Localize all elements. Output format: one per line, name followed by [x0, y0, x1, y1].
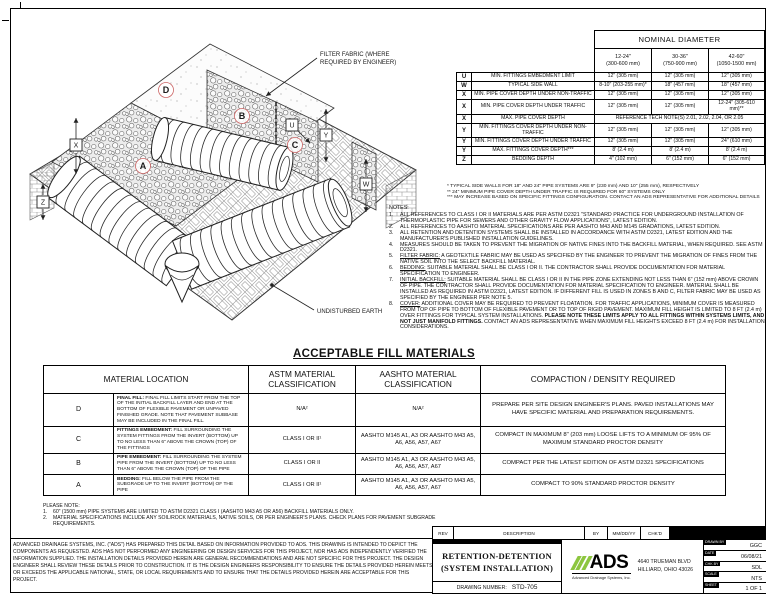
column-mm: (750-900 mm): [663, 60, 697, 67]
astm-cell: CLASS I OR II¹: [249, 426, 356, 453]
ads-logo-subtext: Advanced Drainage Systems, Inc.: [572, 574, 631, 580]
dim-y: Y: [323, 132, 329, 140]
info-row: [704, 540, 766, 551]
value-cell: 18" (457 mm): [652, 82, 709, 91]
dim-w: W: [362, 181, 370, 189]
footnote: *** MAY INCREASE BASED ON SPECIFIC FITTINGS CONFIGURATION. CONTACT AN ADS REPRESENTATIVE FOR ADDITIONAL DETAILS: [447, 195, 760, 201]
value-cell: 12" (305 mm): [652, 73, 709, 82]
value-cell: 12" (305 mm): [595, 73, 652, 82]
table-row: [457, 123, 765, 138]
registration-tick: [2, 20, 9, 21]
info-label: DRAWN BY: [705, 540, 725, 544]
value-cell: 12" (305 mm): [595, 100, 652, 115]
zone-label-a: A: [139, 161, 147, 172]
aashto-cell: AASHTO M145 A1, A3 OR AASHTO M43 A5, A6, A56, A57, A67: [356, 475, 481, 496]
zone-label-c: C: [291, 140, 299, 151]
note-lead: BEDDING:: [400, 265, 426, 272]
note-lead: COVER:: [400, 300, 421, 307]
zone-cell: A: [44, 475, 114, 496]
astm-cell: N/A²: [249, 394, 356, 427]
registration-tick: [20, 2, 21, 9]
header-compaction: COMPACTION / DENSITY REQUIRED: [481, 366, 726, 394]
description-lead: PIPE EMBEDMENT:: [117, 455, 162, 461]
header-aashto: AASHTO MATERIAL CLASSIFICATION: [356, 366, 481, 394]
title-block-main: [433, 540, 766, 593]
row-label: MIN. PIPE COVER DEPTH UNDER NON-TRAFFIC: [472, 91, 595, 100]
header-astm: ASTM MATERIAL CLASSIFICATION: [249, 366, 356, 394]
row-symbol: W: [457, 82, 472, 91]
please-note-section: [43, 503, 473, 527]
description-text: FILL SURROUNDING THE SYSTEM PIPE FROM THE INVERT (BOTTOM) UP TO NO LESS THAN 6" ABOVE THE CROWN (TOP) OF THE PIPE: [117, 455, 242, 472]
note-number: 2.: [389, 223, 394, 230]
description-cell: [114, 453, 249, 474]
info-value: NTS: [751, 575, 762, 582]
note-item: [389, 302, 766, 332]
description-lead: BEDDING:: [117, 476, 141, 482]
column-header: [709, 49, 765, 73]
row-symbol: X: [457, 114, 472, 123]
description-cell: [114, 475, 249, 496]
value-cell: 12" (305 mm): [595, 138, 652, 147]
value-cell: 12" (305 mm): [709, 73, 765, 82]
table-row: [457, 147, 765, 156]
gravel-side-wall: [352, 142, 376, 210]
info-row: [704, 551, 766, 562]
drawing-title-box: [433, 540, 562, 593]
column-mm: (300-600 mm): [606, 60, 640, 67]
undisturbed-earth-callout: [270, 283, 382, 315]
note-item: [389, 278, 766, 302]
row-label: BEDDING DEPTH: [472, 156, 595, 165]
installation-isometric-drawing: [14, 12, 444, 342]
drawing-title-line1: RETENTION-DETENTION: [442, 550, 552, 561]
fill-table-row: [44, 426, 726, 453]
filter-fabric-label-line2: REQUIRED BY ENGINEER): [320, 60, 397, 66]
zone-cell: C: [44, 426, 114, 453]
row-symbol: X: [457, 100, 472, 115]
description-text: FILL SURROUNDING THE SYSTEM FITTINGS FROM THE INVERT (BOTTOM) UP TO NO LESS THAN 6" ABOVE THE CROWN (TOP) OF THE FITTINGS: [117, 428, 238, 451]
table-row: [457, 73, 765, 82]
value-cell: 12" (305 mm): [652, 91, 709, 100]
column-header: [595, 49, 652, 73]
value-cell: 6" (152 mm): [652, 156, 709, 165]
table-title: NOMINAL DIAMETER: [595, 31, 765, 49]
ads-logo-text: ADS: [589, 552, 629, 574]
dim-x: X: [73, 142, 79, 150]
fill-table-row: [44, 453, 726, 474]
drawing-number-label: DRAWING NUMBER:: [456, 584, 507, 591]
table-row: [457, 114, 765, 123]
note-body: MEASURES SHOULD BE TAKEN TO PREVENT THE MIGRATION OF NATIVE FINES INTO THE BACKFILL MATERIAL, WHEN REQUIRED. SEE ASTM D2321.: [400, 241, 763, 254]
column-size: 12-24": [615, 53, 631, 60]
revision-header-row: [433, 527, 766, 540]
revision-header-cell: DESCRIPTION: [454, 527, 585, 539]
table-row: [457, 82, 765, 91]
aashto-cell: AASHTO M145 A1, A3 OR AASHTO M43 A5, A6, A56, A57, A67: [356, 453, 481, 474]
drawing-title: [433, 544, 561, 581]
diameter-rows-lower: [457, 123, 765, 165]
description-lead: FITTINGS EMBEDMENT:: [117, 428, 173, 434]
value-cell: 18" (457 mm): [709, 82, 765, 91]
compaction-cell: COMPACT IN MAXIMUM 8" (203 mm) LOOSE LIFTS TO A MINIMUM OF 95% OF MAXIMUM STANDARD PROCTOR DENSITY: [481, 426, 726, 453]
zone-cell: B: [44, 453, 114, 474]
revision-header-cell: CHK'D: [641, 527, 670, 539]
row-label: MIN. FITTINGS COVER DEPTH UNDER NON-TRAFFIC: [472, 123, 595, 138]
disclaimer-text: ADVANCED DRAINAGE SYSTEMS, INC. ("ADS") HAS PREPARED THIS DETAIL BASED ON INFORMATION PROVIDED TO ADS. THIS DRAWING IS INTENDED TO DEPICT THE COMPONENTS AS REQUESTED. ADS HAS NOT PERFORMED ANY ENGINEERING OR DESIGN SERVICES FOR THIS PROJECT, NOR HAS ADS INDEPENDENTLY VERIFIED THE INFORMATION SUPPLIED. THE INSTALLATION DETAILS PROVIDED HEREIN ARE GENERAL RECOMMENDATIONS AND ARE NOT SPECIFIC FOR THIS PROJECT. THE DESIGN ENGINEER SHALL REVIEW THESE DETAILS PRIOR TO CONSTRUCTION. IT IS THE DESIGN ENGINEERS RESPONSIBILITY TO ENSURE THE DETAILS PROVIDED HEREIN MEETS OR EXCEEDS THE APPLICABLE NATIONAL, STATE, OR LOCAL REQUIREMENTS AND TO ENSURE THAT THE DETAILS PROVIDED HEREIN ARE ACCEPTABLE FOR THIS PROJECT.: [10, 538, 437, 595]
row-symbol: U: [457, 73, 472, 82]
info-row: [704, 572, 766, 583]
description-text: FINAL FILL LIMITS START FROM THE TOP OF THE INITIAL BACKFILL LAYER AND END AT THE BOTTOM OF FLEXIBLE PAVEMENT OR UNPAVED FINISHED GRADE. NOTE THAT PAVEMENT SUBBASE MAY BE INCLUDED IN THE FINAL FILL.: [117, 395, 241, 424]
note-body: MATERIAL SPECIFICATIONS INCLUDE ANY SOIL/ROCK MATERIALS, NATIVE SOILS, OR PER ENGINEER'S PLANS. CHECK PLANS FOR PAVEMENT SUBGRADE REQUIREMENTS.: [53, 515, 436, 527]
note-body: SUITABLE MATERIAL SHALL BE CLASS I OR II. THE CONTRACTOR SHALL PROVIDE DOCUMENTATION FOR MATERIAL SPECIFICATION TO ENGINEER.: [400, 265, 725, 278]
zone-label-b: B: [238, 111, 246, 122]
zone-label-d: D: [162, 85, 170, 96]
info-value: 06/08/21: [741, 554, 762, 561]
row-symbol: X: [457, 91, 472, 100]
dim-z: Z: [40, 199, 46, 207]
header-spacer: [457, 49, 595, 73]
info-label: SCALE: [705, 572, 717, 577]
fill-table-row: [44, 475, 726, 496]
fill-materials-table: [43, 365, 726, 496]
company-address: [638, 559, 693, 575]
compaction-cell: PREPARE PER SITE DESIGN ENGINEER'S PLANS. PAVED INSTALLATIONS MAY HAVE SPECIFIC MATERIAL AND PREPARATION REQUIREMENTS.: [481, 394, 726, 427]
title-block: [432, 526, 766, 594]
note-body: SUITABLE MATERIAL SHALL BE CLASS I OR II IN THE PIPE ZONE EXTENDING NOT LESS THAN 6" (152 mm) ABOVE CROWN OF PIPE. THE CONTRACTOR SHALL PROVIDE DOCUMENTATION FOR MATERIAL SPECIFICATION TO ENGINEER. MATERIAL SHALL BE INSTALLED AS REQUIRED IN ASTM D2321, LATEST EDITION. IF DIFFERENT FILL IS USED IN ZONES B AND C, FILTER FABRIC MAY BE USED AS SPECIFIED BY THE ENGINEER PER NOTE 5.: [400, 277, 761, 301]
row-symbol: Z: [457, 156, 472, 165]
value-cell: 4" (102 mm): [595, 156, 652, 165]
revision-header-cell: REV: [433, 527, 454, 539]
drawing-title-line2: (SYSTEM INSTALLATION): [440, 562, 554, 573]
note-number: 2.: [43, 515, 48, 521]
info-row: [704, 583, 766, 593]
header-material-location: MATERIAL LOCATION: [44, 366, 249, 394]
note-number: 4.: [389, 241, 394, 248]
note-lead: INITIAL BACKFILL:: [400, 277, 446, 284]
table-row: [457, 138, 765, 147]
fill-table-body: [44, 394, 726, 496]
note-number: 1.: [43, 509, 48, 515]
undisturbed-earth-label: UNDISTURBED EARTH: [317, 309, 383, 315]
note-body: A GEOTEXTILE FABRIC MAY BE USED AS SPECIFIED BY THE ENGINEER TO PREVENT THE MIGRATION OF FINES FROM THE NATIVE SOIL INTO THE SELECT BACKFILL MATERIAL.: [400, 253, 758, 266]
note-number: 5.: [389, 253, 394, 260]
logo-box: [562, 540, 704, 593]
nominal-diameter-header: [457, 31, 765, 73]
note-number: 1.: [389, 211, 394, 218]
notes-section: [389, 206, 766, 331]
row-label: MIN. FITTINGS COVER DEPTH UNDER TRAFFIC: [472, 138, 595, 147]
header-spacer: [457, 31, 595, 49]
info-label: CHK BY: [705, 561, 719, 566]
footnote: ** 24" MINIMUM PIPE COVER DEPTH UNDER TRAFFIC IS REQUIRED FOR 60" SYSTEMS ONLY: [447, 189, 665, 195]
value-cell: 24" (610 mm): [709, 138, 765, 147]
revision-header-cell: BY: [585, 527, 608, 539]
astm-cell: CLASS I OR II¹: [249, 475, 356, 496]
table-row: [457, 91, 765, 100]
row-label: MIN. PIPE COVER DEPTH UNDER TRAFFIC: [472, 100, 595, 115]
notes-list: [389, 213, 766, 331]
value-cell: 8' (2.4 m): [709, 147, 765, 156]
description-lead: FINAL FILL:: [117, 395, 145, 401]
info-label: SHEET: [705, 583, 717, 588]
description-cell: [114, 426, 249, 453]
value-cell: 12" (305 mm): [709, 91, 765, 100]
diameter-span-row: [457, 114, 765, 123]
column-size: 30-36": [672, 53, 688, 60]
value-cell: 8' (2.4 m): [652, 147, 709, 156]
compaction-cell: COMPACT TO 90% STANDARD PROCTOR DENSITY: [481, 475, 726, 496]
ads-logo-row: [574, 553, 628, 572]
ads-logo: [572, 553, 631, 580]
value-cell: 12" (305 mm): [652, 100, 709, 115]
info-value: SDL: [751, 564, 762, 571]
nominal-diameter-table: [456, 30, 765, 165]
address-line1: 4640 TRUEMAN BLVD: [637, 558, 691, 565]
info-row: [704, 562, 766, 573]
compaction-cell: COMPACT PER THE LATEST EDITION OF ASTM D2321 SPECIFICATIONS: [481, 453, 726, 474]
value-cell: 8' (2.4 m): [595, 147, 652, 156]
notes-title: NOTES:: [389, 205, 409, 211]
note-lead: FILTER FABRIC:: [400, 253, 440, 260]
aashto-cell: N/A²: [356, 394, 481, 427]
table-row: [457, 100, 765, 115]
note-number: 8.: [389, 300, 394, 307]
note-number: 6.: [389, 265, 394, 272]
note-body: 60" (1500 mm) PIPE SYSTEMS ARE LIMITED TO ASTM D2321 CLASS I (AASHTO M43 A5 OR A56) BACKFILL MATERIALS ONLY.: [53, 509, 354, 515]
value-cell: 8-10" (203-255 mm)*: [595, 82, 652, 91]
description-cell: [114, 394, 249, 427]
row-symbol: Y: [457, 123, 472, 138]
please-note-title: PLEASE NOTE:: [43, 503, 80, 509]
aashto-cell: AASHTO M145 A1, A3 OR AASHTO M43 A5, A6, A56, A57, A67: [356, 426, 481, 453]
value-cell: 12-24" (305-610 mm)**: [709, 100, 765, 115]
row-label: MAX. PIPE COVER DEPTH: [472, 114, 595, 123]
value-cell: 12" (305 mm): [652, 138, 709, 147]
note-body: ALL REFERENCES TO CLASS I OR II MATERIALS ARE PER ASTM D2321 "STANDARD PRACTICE FOR UNDERGROUND INSTALLATION OF THERMOPLASTIC PIPE FOR SEWERS AND OTHER GRAVITY FLOW APPLICATIONS", LATEST EDITION.: [400, 211, 744, 224]
info-column: [704, 540, 766, 593]
info-value: 1 OF 1: [745, 586, 762, 593]
column-header: [652, 49, 709, 73]
value-cell: 6" (152 mm): [709, 156, 765, 165]
info-value: GGC: [749, 543, 762, 550]
row-label: MIN. FITTINGS EMBEDMENT LIMIT: [472, 73, 595, 82]
row-symbol: Y: [457, 147, 472, 156]
astm-cell: CLASS I OR II: [249, 453, 356, 474]
note-number: 3.: [389, 229, 394, 236]
diameter-rows-upper: [457, 73, 765, 115]
value-cell: REFERENCE TECH NOTE(S) 2.01, 2.02, 2.04, OR 2.05: [595, 114, 765, 123]
fill-table-header: [44, 366, 726, 394]
row-symbol: Y: [457, 138, 472, 147]
value-cell: 12" (305 mm): [652, 123, 709, 138]
drawing-number: STD-705: [511, 584, 538, 591]
note-body: ALL RETENTION AND DETENTION SYSTEMS SHALL BE INSTALLED IN ACCORDANCE WITH ASTM D2321, LATEST EDITION AND THE MANUFACTURER'S PUBLISHED INSTALLATION GUIDELINES.: [400, 229, 733, 242]
value-cell: 12" (305 mm): [709, 123, 765, 138]
note-text: [400, 302, 766, 332]
info-label: DATE: [705, 550, 715, 555]
footnote: * TYPICAL SIDE WALLS FOR 18" AND 24" PIPE SYSTEMS ARE 9" (230 mm) AND 10" (255 mm), RESPECTIVELY: [447, 184, 700, 189]
column-mm: (1050-1500 mm): [716, 60, 757, 67]
row-label: TYPICAL SIDE WALL: [472, 82, 595, 91]
filter-fabric-label-line1: FILTER FABRIC (WHERE: [320, 52, 390, 58]
fill-table-row: [44, 394, 726, 427]
note-text: [400, 278, 766, 302]
description-text: FILL BELOW THE PIPE FROM THE SUBGRADE UP TO THE INVERT (BOTTOM) OF THE PIPE: [117, 476, 234, 493]
please-note-list: [43, 509, 473, 527]
zone-cell: D: [44, 394, 114, 427]
drawing-number-row: [433, 581, 561, 593]
please-note-item: [43, 515, 473, 527]
diameter-table-footnotes: [447, 184, 765, 201]
row-label: MAX. FITTINGS COVER DEPTH***: [472, 147, 595, 156]
fill-materials-heading: ACCEPTABLE FILL MATERIALS: [293, 348, 475, 360]
dim-u: U: [289, 122, 295, 130]
note-tail: CONTACT AN ADS REPRESENTATIVE WHEN MAXIMUM FILL HEIGHTS EXCEED 8 FT (2.4 m) FOR INSTALLATION CONSIDERATIONS.: [400, 318, 765, 331]
note-number: 7.: [389, 277, 394, 284]
column-size: 42-60": [728, 53, 745, 60]
value-cell: 12" (305 mm): [595, 91, 652, 100]
revision-header-cell: MM/DD/YY: [608, 527, 641, 539]
note-bold: PLEASE NOTE THESE LIMITS APPLY TO ALL FITTINGS WITHIN SYSTEMS LIMITS, AND NOT JUST MANIFOLD FITTINGS.: [400, 312, 765, 325]
note-body: ADDITIONAL COVER MAY BE REQUIRED TO PREVENT FLOATATION. FOR TRAFFIC APPLICATIONS, MINIMUM COVER IS MEASURED FROM TOP OF PIPE TO BOTTOM OF FLEXIBLE PAVEMENT OR TO TOP OF RIGID PAVEMENT. MAXIMUM FILL HEIGHT IS LIMITED TO 8 FT (2.4 m) OVER FITTINGS FOR TYPICAL SYSTEM INSTALLATIONS.: [400, 300, 762, 319]
address-line2: HILLIARD, OHIO 43026: [637, 566, 693, 573]
note-body: ALL REFERENCES TO AASHTO MATERIAL SPECIFICATIONS ARE PER AASHTO M43 AND M145 GRADATIONS, LATEST EDITION.: [400, 223, 721, 230]
value-cell: 12" (305 mm): [595, 123, 652, 138]
table-row: [457, 156, 765, 165]
